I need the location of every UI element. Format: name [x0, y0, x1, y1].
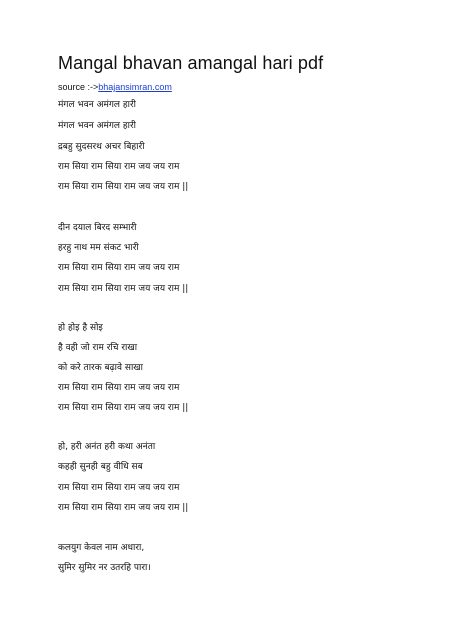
verse-line: राम सिया राम सिया राम जय जय राम	[58, 483, 180, 493]
verse-line: को करे तारक बढ़ावे साखा	[58, 363, 143, 373]
verse-line: हो, हरी अनंत हरी कथा अनंता	[58, 442, 156, 452]
verse-line: मंगल भवन अमंगल हारी	[58, 121, 137, 131]
verse-line: कलयुग केवल नाम अधारा,	[58, 543, 145, 553]
verse-line: हरहु नाथ मम संकट भारी	[58, 243, 139, 253]
verse-line: राम सिया राम सिया राम जय जय राम ||	[58, 182, 189, 192]
source-line	[58, 82, 172, 92]
verse-line: है वही जो राम रचि राखा	[58, 343, 138, 353]
verse-line: राम सिया राम सिया राम जय जय राम ||	[58, 503, 189, 513]
source-prefix: source :->	[58, 82, 99, 92]
verse-line: सुमिर सुमिर नर उतरहि पारा।	[58, 563, 151, 573]
verse-line: राम सिया राम सिया राम जय जय राम	[58, 383, 180, 393]
verse-line: कहही सुनही बहु वीधि सब	[58, 462, 143, 472]
verse-line: राम सिया राम सिया राम जय जय राम	[58, 162, 180, 172]
verse-line: राम सिया राम सिया राम जय जय राम ||	[58, 403, 189, 413]
verse-line: द्रबहु सुदसरथ अचर बिहारी	[58, 142, 145, 152]
verse-line: राम सिया राम सिया राम जय जय राम ||	[58, 284, 189, 294]
source-link[interactable]: bhajansimran.com	[98, 82, 172, 92]
verse-line: हो होइ है सोइ	[58, 323, 103, 333]
verse-line: मंगल भवन अमंगल हारी	[58, 100, 137, 110]
verse-line: दीन दयाल बिरद सम्भारी	[58, 223, 137, 233]
document-title: Mangal bhavan amangal hari pdf	[58, 53, 324, 73]
verse-line: राम सिया राम सिया राम जय जय राम	[58, 263, 180, 273]
